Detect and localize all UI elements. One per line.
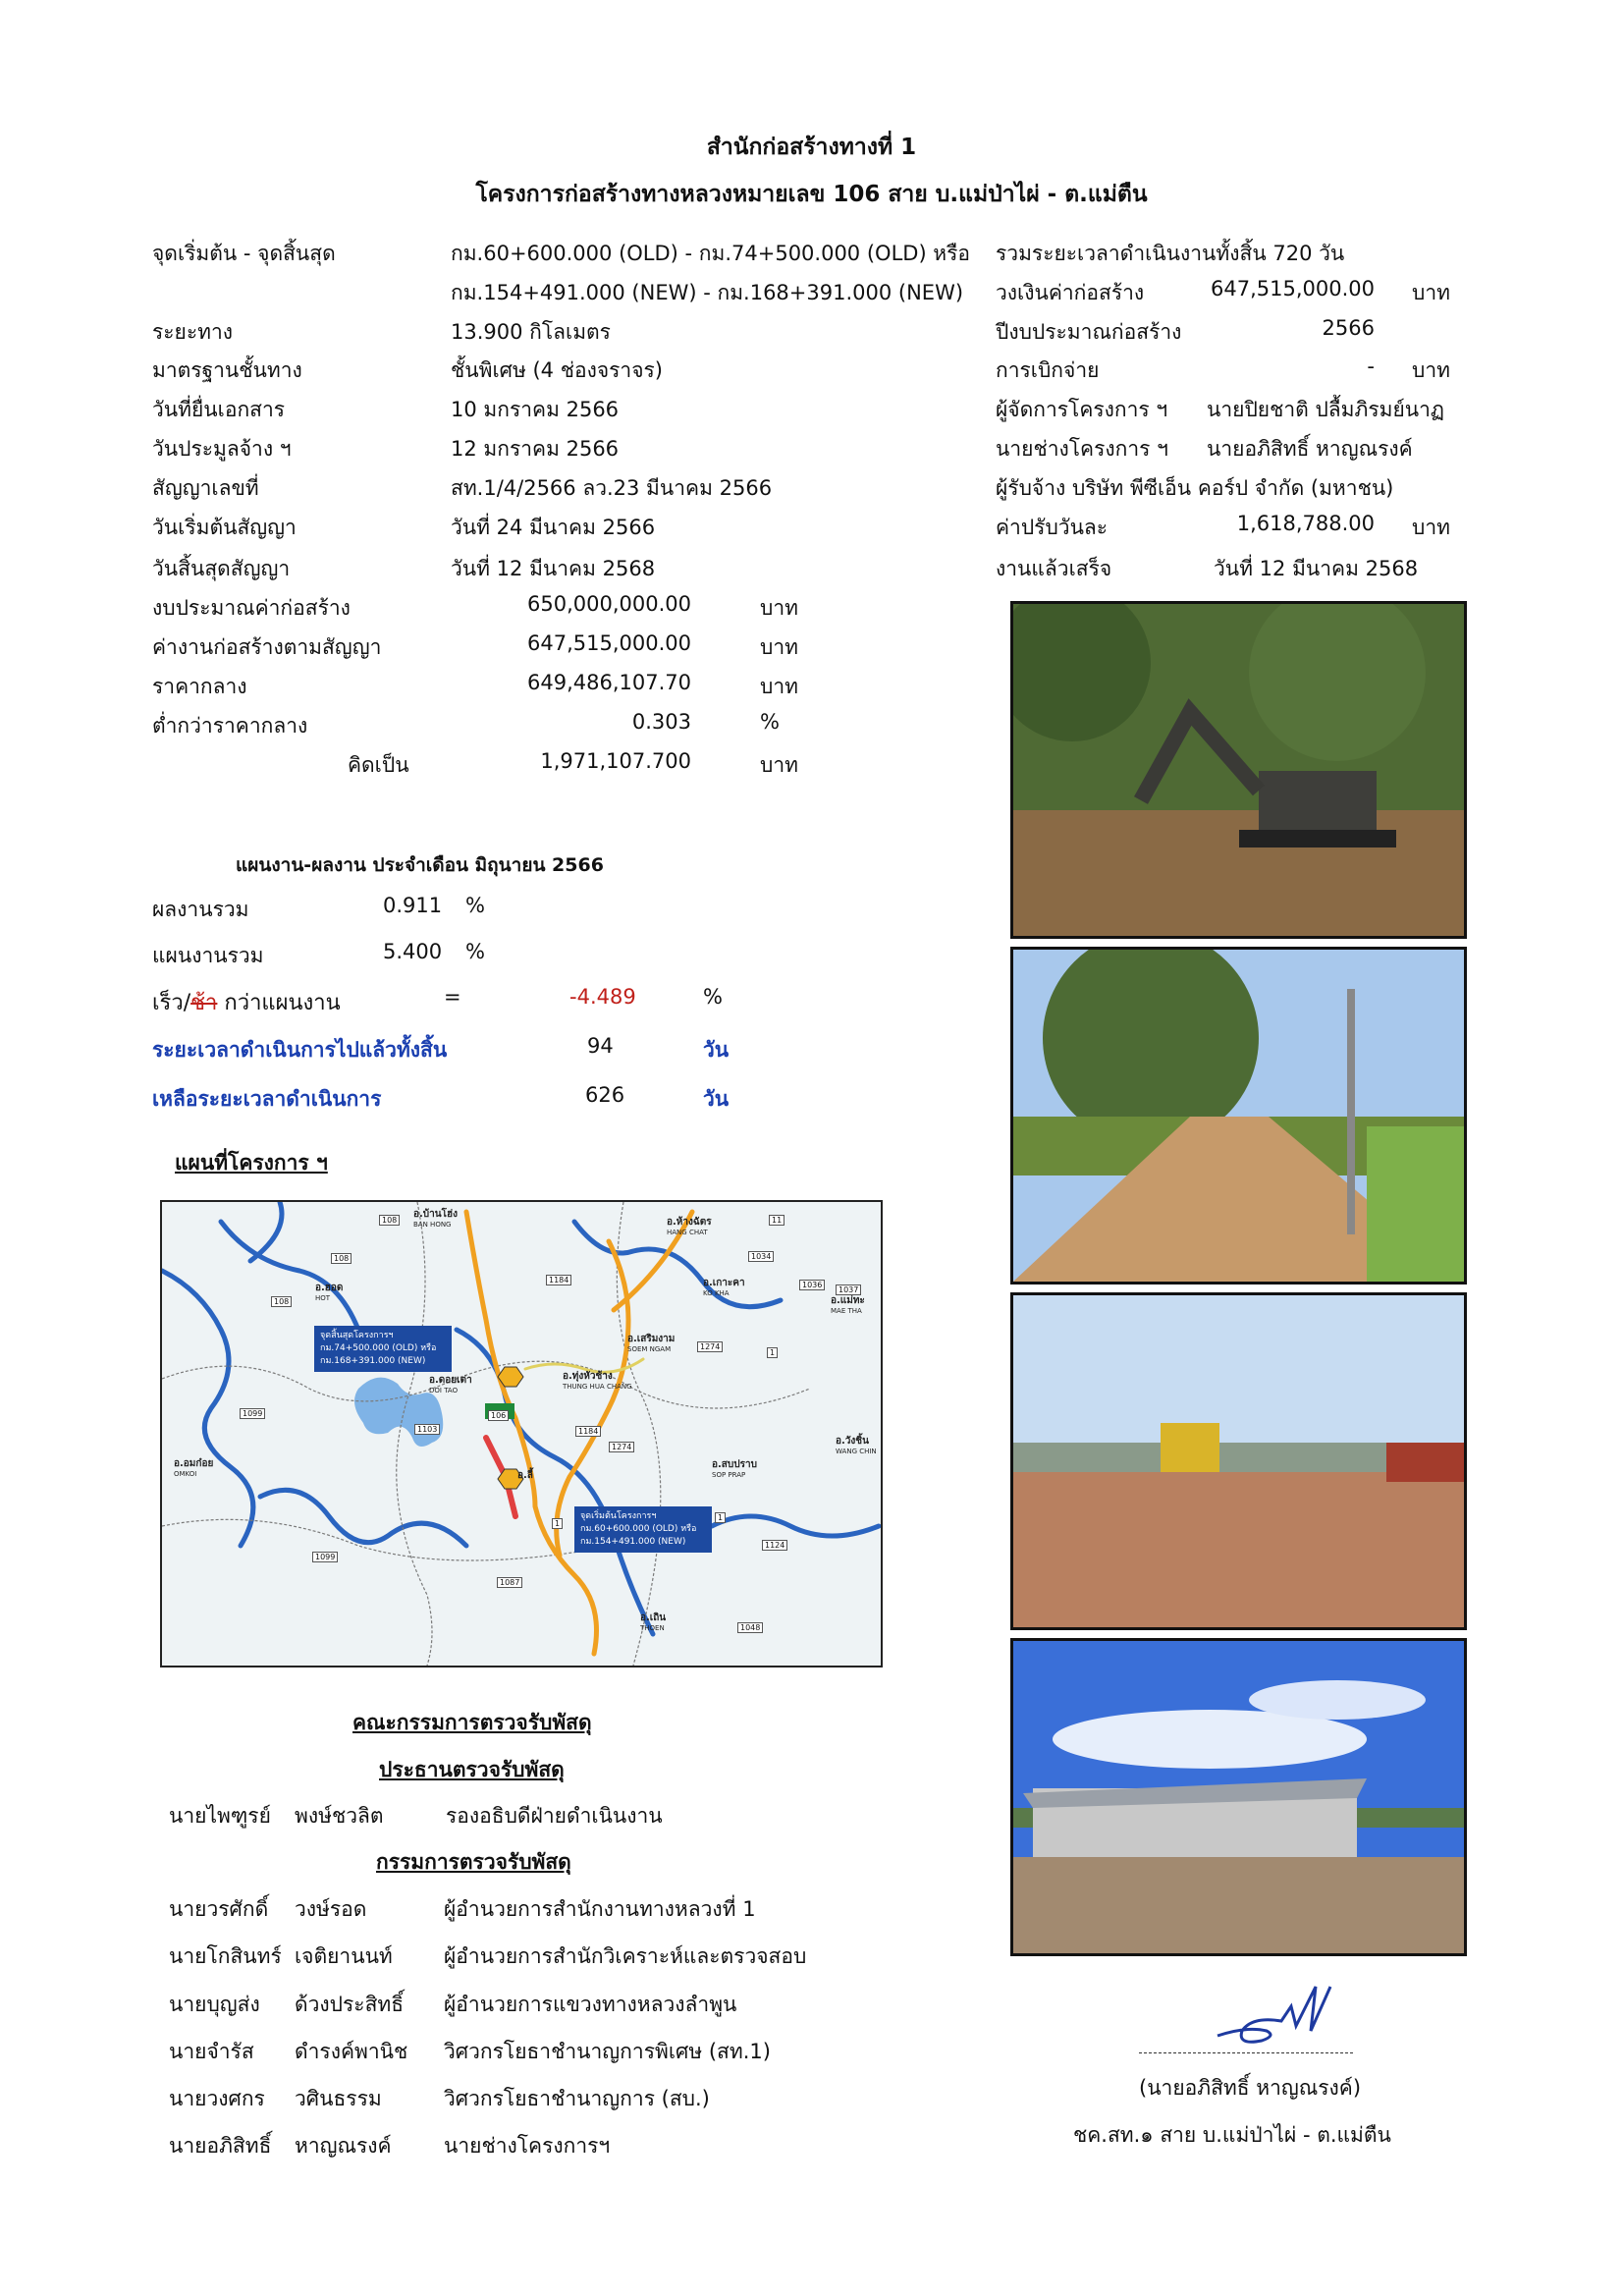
route-number: 1184 bbox=[546, 1275, 571, 1285]
town-name-th: อ.วังชิ้น bbox=[836, 1436, 869, 1447]
chair-first-name: นายไพฑูรย์ bbox=[169, 1804, 271, 1828]
elapsed-unit: วัน bbox=[703, 1038, 730, 1062]
route-number: 108 bbox=[331, 1253, 352, 1264]
member-first-name: นายวรศักดิ์ bbox=[169, 1897, 269, 1921]
town-name-th: อ.ลี้ bbox=[517, 1470, 533, 1481]
right-info-unit: บาท bbox=[1412, 281, 1450, 304]
signer-position: ชค.สท.๑ สาย บ.แม่ป่าไผ่ - ต.แม่ตืน bbox=[1073, 2123, 1391, 2147]
actual-unit: % bbox=[465, 894, 485, 917]
photo-excavator bbox=[1010, 601, 1467, 939]
town-name-en: MAE THA bbox=[831, 1307, 862, 1315]
map-town-label bbox=[413, 1209, 458, 1230]
budget-value: 1,971,107.700 bbox=[540, 749, 691, 773]
route-number: 1 bbox=[552, 1518, 563, 1529]
chair-title: ประธานตรวจรับพัสดุ bbox=[379, 1758, 565, 1781]
route-number: 1274 bbox=[697, 1341, 723, 1352]
route-number: 1087 bbox=[497, 1577, 522, 1588]
map-town-label bbox=[831, 1295, 865, 1317]
map-town-label bbox=[667, 1217, 712, 1238]
budget-unit: บาท bbox=[760, 596, 798, 620]
town-name-th: อ.ทุ่งหัวช้าง bbox=[563, 1371, 613, 1382]
elapsed-label: ระยะเวลาดำเนินการไปแล้วทั้งสิ้น bbox=[152, 1038, 448, 1062]
map-town-label bbox=[563, 1371, 632, 1393]
map-town-label bbox=[627, 1334, 675, 1355]
office-title: สำนักก่อสร้างทางที่ 1 bbox=[706, 135, 917, 160]
chair-position: รองอธิบดีฝ่ายดำเนินงาน bbox=[446, 1804, 663, 1828]
photo-dirt-road-graphic bbox=[1013, 950, 1464, 1282]
right-info-unit: บาท bbox=[1412, 516, 1450, 539]
member-last-name: ดำรงค์พานิช bbox=[295, 2040, 408, 2063]
town-name-th: อ.บ้านโฮ่ง bbox=[413, 1209, 458, 1220]
diff-equals: = bbox=[444, 985, 461, 1009]
map-graphic bbox=[162, 1202, 881, 1666]
photo-building-graphic bbox=[1013, 1641, 1464, 1953]
actual-label: ผลงานรวม bbox=[152, 898, 249, 921]
right-info-value: 2566 bbox=[1322, 316, 1375, 340]
right-info-value: 647,515,000.00 bbox=[1211, 277, 1375, 301]
info-value: 13.900 กิโลเมตร bbox=[451, 320, 611, 344]
start-box-new: กม.154+491.000 (NEW) bbox=[580, 1537, 686, 1547]
map-town-label bbox=[836, 1436, 877, 1457]
map-town-label bbox=[712, 1459, 757, 1481]
town-name-th: อ.ห้างฉัตร bbox=[667, 1217, 712, 1228]
town-name-th: อ.ฮอด bbox=[315, 1283, 344, 1293]
signer-name: (นายอภิสิทธิ์ หาญณรงค์) bbox=[1139, 2076, 1362, 2100]
route-number: 1124 bbox=[762, 1540, 787, 1551]
route-number: 1048 bbox=[737, 1622, 763, 1633]
member-position: ผู้อำนวยการแขวงทางหลวงลำพูน bbox=[444, 1993, 737, 2016]
town-name-en: BAN HONG bbox=[413, 1221, 452, 1229]
map-town-label bbox=[429, 1375, 472, 1396]
info-value: กม.60+600.000 (OLD) - กม.74+500.000 (OLD) หรือ bbox=[451, 242, 971, 265]
town-name-th: อ.แม่ทะ bbox=[831, 1295, 865, 1306]
end-box-old: กม.74+500.000 (OLD) หรือ bbox=[320, 1343, 437, 1353]
diff-label bbox=[152, 985, 341, 1019]
info-value: วันที่ 12 มีนาคม 2568 bbox=[451, 557, 656, 580]
budget-label: ราคากลาง bbox=[152, 675, 247, 698]
member-first-name: นายโกสินทร์ bbox=[169, 1944, 282, 1968]
member-last-name: หาญณรงค์ bbox=[295, 2134, 392, 2158]
town-name-en: KO KHA bbox=[703, 1289, 730, 1297]
info-label: วันเริ่มต้นสัญญา bbox=[152, 516, 297, 539]
member-position: ผู้อำนวยการสำนักวิเคราะห์และตรวจสอบ bbox=[444, 1944, 807, 1968]
route-number: 1103 bbox=[414, 1424, 440, 1435]
right-info-value: นายอภิสิทธิ์ หาญณรงค์ bbox=[1207, 437, 1413, 461]
town-name-th: อ.เสริมงาม bbox=[627, 1334, 676, 1344]
budget-value: 0.303 bbox=[631, 710, 691, 734]
right-info-value: - bbox=[1367, 355, 1375, 378]
member-position: นายช่างโครงการฯ bbox=[444, 2134, 611, 2158]
actual-value: 0.911 bbox=[383, 894, 443, 917]
right-info-value: นายปิยชาติ ปลื้มภิรมย์นาฏ bbox=[1207, 398, 1445, 421]
map-town-label bbox=[703, 1278, 745, 1299]
remain-unit: วัน bbox=[703, 1087, 730, 1111]
budget-label: ต่ำกว่าราคากลาง bbox=[152, 714, 308, 738]
end-point-box bbox=[314, 1326, 452, 1372]
town-name-en: OMKOI bbox=[174, 1470, 197, 1478]
member-position: วิศวกรโยธาชำนาญการ (สบ.) bbox=[444, 2087, 710, 2110]
diff-label-slow: ช้า bbox=[190, 991, 218, 1015]
route-number: 108 bbox=[379, 1215, 400, 1226]
member-position: วิศวกรโยธาชำนาญการพิเศษ (สท.1) bbox=[444, 2040, 771, 2063]
route-number: 1274 bbox=[609, 1442, 634, 1452]
map-town-label bbox=[517, 1470, 533, 1481]
town-name-en: HANG CHAT bbox=[667, 1229, 708, 1236]
info-value: 12 มกราคม 2566 bbox=[451, 437, 620, 461]
right-info-label: การเบิกจ่าย bbox=[996, 358, 1100, 382]
town-name-th: อ.เกาะคา bbox=[703, 1278, 745, 1288]
map-title: แผนที่โครงการ ฯ bbox=[175, 1151, 328, 1175]
route-number: 108 bbox=[271, 1296, 292, 1307]
info-label: สัญญาเลขที่ bbox=[152, 476, 259, 500]
right-info-label: นายช่างโครงการ ฯ bbox=[996, 437, 1168, 461]
route-number: 1034 bbox=[748, 1251, 774, 1262]
photo-grader bbox=[1010, 1292, 1467, 1630]
route-number: 1 bbox=[767, 1347, 778, 1358]
town-name-en: WANG CHIN bbox=[836, 1448, 877, 1455]
end-box-title: จุดสิ้นสุดโครงการฯ bbox=[320, 1331, 394, 1340]
map-town-label bbox=[174, 1458, 213, 1480]
photo-excavator-graphic bbox=[1013, 604, 1464, 936]
elapsed-value: 94 bbox=[587, 1034, 614, 1058]
diff-label-fast: เร็ว/ bbox=[152, 991, 191, 1015]
diff-value: -4.489 bbox=[569, 985, 636, 1009]
town-name-th: อ.ดอยเต่า bbox=[429, 1375, 472, 1386]
route-number: 106 bbox=[488, 1410, 509, 1421]
info-value: วันที่ 24 มีนาคม 2566 bbox=[451, 516, 656, 539]
signature-mark bbox=[1208, 1982, 1365, 2050]
town-name-th: อ.สบปราบ bbox=[712, 1459, 757, 1470]
budget-label: ค่างานก่อสร้างตามสัญญา bbox=[152, 635, 382, 659]
info-label: วันประมูลจ้าง ฯ bbox=[152, 437, 292, 461]
route-number: 1037 bbox=[836, 1285, 861, 1295]
plan-label: แผนงานรวม bbox=[152, 944, 264, 967]
town-name-en: SOEM NGAM bbox=[627, 1345, 672, 1353]
route-number: 1099 bbox=[240, 1408, 265, 1419]
diff-label-rest: กว่าแผนงาน bbox=[217, 991, 341, 1015]
plan-value: 5.400 bbox=[383, 940, 443, 963]
right-info-label: รวมระยะเวลาดำเนินงานทั้งสิ้น 720 วัน bbox=[996, 242, 1345, 265]
committee-title: คณะกรรมการตรวจรับพัสดุ bbox=[352, 1711, 592, 1734]
route-number: 1036 bbox=[799, 1280, 825, 1290]
info-label: มาตรฐานชั้นทาง bbox=[152, 358, 302, 382]
member-last-name: ด้วงประสิทธิ์ bbox=[295, 1993, 405, 2016]
route-number: 1 bbox=[715, 1512, 726, 1523]
right-info-value: 1,618,788.00 bbox=[1236, 512, 1375, 535]
budget-label: คิดเป็น bbox=[348, 753, 409, 777]
diff-unit: % bbox=[703, 985, 723, 1009]
right-info-label: ผู้รับจ้าง บริษัท พีซีเอ็น คอร์ป จำกัด (มหาชน) bbox=[996, 476, 1394, 500]
info-value: กม.154+491.000 (NEW) - กม.168+391.000 (NEW) bbox=[451, 281, 964, 304]
start-point-box bbox=[574, 1506, 712, 1553]
member-first-name: นายวงศกร bbox=[169, 2087, 265, 2110]
map-town-label bbox=[640, 1613, 666, 1634]
member-first-name: นายอภิสิทธิ์ bbox=[169, 2134, 272, 2158]
photo-grader-graphic bbox=[1013, 1295, 1464, 1627]
info-label: ระยะทาง bbox=[152, 320, 234, 344]
remain-value: 626 bbox=[585, 1083, 625, 1107]
right-info-label: ผู้จัดการโครงการ ฯ bbox=[996, 398, 1168, 421]
photo-dirt-road bbox=[1010, 947, 1467, 1285]
route-number: 1099 bbox=[312, 1552, 338, 1562]
budget-value: 650,000,000.00 bbox=[527, 592, 691, 616]
route-number: 1184 bbox=[575, 1426, 601, 1437]
remain-label: เหลือระยะเวลาดำเนินการ bbox=[152, 1087, 382, 1111]
members-title: กรรมการตรวจรับพัสดุ bbox=[376, 1850, 571, 1874]
right-info-label: วงเงินค่าก่อสร้าง bbox=[996, 281, 1145, 304]
right-info-label: งานแล้วเสร็จ bbox=[996, 557, 1112, 580]
right-info-value: วันที่ 12 มีนาคม 2568 bbox=[1214, 557, 1419, 580]
member-first-name: นายจำรัส bbox=[169, 2040, 254, 2063]
right-info-label: ปีงบประมาณก่อสร้าง bbox=[996, 320, 1182, 344]
right-info-unit: บาท bbox=[1412, 358, 1450, 382]
town-name-en: THOEN bbox=[640, 1624, 665, 1632]
map-town-label bbox=[315, 1283, 343, 1304]
signature-line bbox=[1139, 2052, 1353, 2053]
info-label: จุดเริ่มต้น - จุดสิ้นสุด bbox=[152, 242, 336, 265]
member-last-name: วงษ์รอด bbox=[295, 1897, 367, 1921]
photo-building bbox=[1010, 1638, 1467, 1956]
town-name-th: อ.เถิน bbox=[640, 1613, 667, 1623]
town-name-en: HOT bbox=[315, 1294, 331, 1302]
right-info-label: ค่าปรับวันละ bbox=[996, 516, 1109, 539]
town-name-en: SOP PRAP bbox=[712, 1471, 746, 1479]
info-label: วันที่ยื่นเอกสาร bbox=[152, 398, 286, 421]
town-name-en: THUNG HUA CHANG bbox=[563, 1383, 632, 1391]
member-first-name: นายบุญส่ง bbox=[169, 1993, 260, 2016]
start-box-old: กม.60+600.000 (OLD) หรือ bbox=[580, 1524, 697, 1534]
town-name-th: อ.อมก๋อย bbox=[174, 1458, 214, 1469]
chair-last-name: พงษ์ชวลิต bbox=[295, 1804, 384, 1828]
info-value: ชั้นพิเศษ (4 ช่องจราจร) bbox=[451, 358, 663, 382]
info-value: 10 มกราคม 2566 bbox=[451, 398, 620, 421]
info-value: สท.1/4/2566 ลว.23 มีนาคม 2566 bbox=[451, 476, 773, 500]
plan-unit: % bbox=[465, 940, 485, 963]
budget-value: 649,486,107.70 bbox=[527, 671, 691, 694]
budget-unit: บาท bbox=[760, 753, 798, 777]
budget-label: งบประมาณค่าก่อสร้าง bbox=[152, 596, 351, 620]
budget-unit: บาท bbox=[760, 675, 798, 698]
member-last-name: เจติยานนท์ bbox=[295, 1944, 393, 1968]
member-last-name: วศินธรรม bbox=[295, 2087, 382, 2110]
member-position: ผู้อำนวยการสำนักงานทางหลวงที่ 1 bbox=[444, 1897, 756, 1921]
town-name-en: DOI TAO bbox=[429, 1387, 459, 1394]
start-box-title: จุดเริ่มต้นโครงการฯ bbox=[580, 1511, 657, 1521]
info-label: วันสิ้นสุดสัญญา bbox=[152, 557, 291, 580]
budget-value: 647,515,000.00 bbox=[527, 631, 691, 655]
route-number: 11 bbox=[769, 1215, 784, 1226]
budget-unit: บาท bbox=[760, 635, 798, 659]
project-title: โครงการก่อสร้างทางหลวงหมายเลข 106 สาย บ.แม่ป่าไผ่ - ต.แม่ตืน bbox=[475, 182, 1148, 207]
budget-unit: % bbox=[760, 710, 780, 734]
progress-title: แผนงาน-ผลงาน ประจำเดือน มิถุนายน 2566 bbox=[236, 854, 604, 876]
end-box-new: กม.168+391.000 (NEW) bbox=[320, 1356, 426, 1366]
project-map bbox=[160, 1200, 883, 1667]
